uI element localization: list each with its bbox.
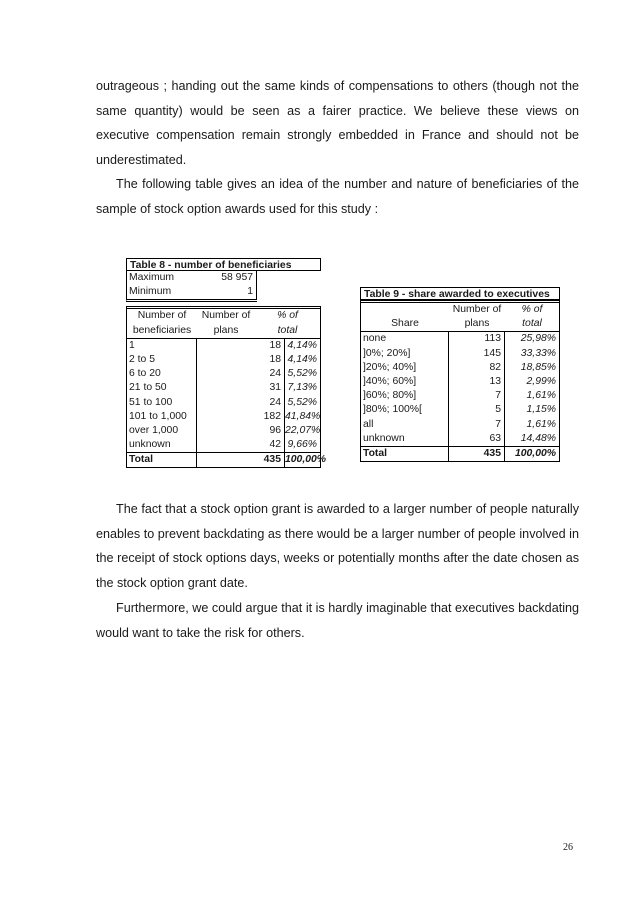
total-label: Total <box>361 447 449 461</box>
row-pct: 2,99% <box>526 375 556 387</box>
paragraph-1: outrageous ; handing out the same kinds of compensations to others (though not the same quantity) would be seen as a fairer practice. We believe these views on executive compensation remain strongly embedded in France and should not be underestimated. <box>96 79 579 167</box>
table-9 <box>360 287 560 462</box>
row-label: 51 to 100 <box>127 396 197 410</box>
row-label: 6 to 20 <box>127 367 197 381</box>
table-row <box>127 438 320 452</box>
table-row <box>361 403 559 417</box>
row-label: 21 to 50 <box>127 381 197 395</box>
table-9-total-row <box>361 446 559 461</box>
table-8-summary-row <box>127 271 257 285</box>
row-pct: 1,15% <box>526 404 556 416</box>
paragraph-3: The fact that a stock option grant is awarded to a larger number of people naturally enables to prevent backdating as there would be a larger number of people involved in the receipt of stock options days, weeks or potentially months after the date chosen as the stock option grant date. <box>96 502 579 590</box>
row-label: ]0%; 20%] <box>361 347 449 361</box>
summary-value: 58 957 <box>197 271 257 285</box>
row-plans: 13 <box>449 375 505 389</box>
table-8-summary-row <box>127 285 257 299</box>
total-label: Total <box>127 453 197 467</box>
table-row <box>361 375 559 389</box>
row-pct: 25,98% <box>520 333 556 345</box>
table-row <box>127 367 320 381</box>
row-pct: 4,14% <box>287 353 317 365</box>
row-label: all <box>361 418 449 432</box>
row-plans: 63 <box>449 432 505 446</box>
table-row <box>127 381 320 395</box>
header-pct-2: total <box>522 318 542 330</box>
table-8-title: Table 8 - number of beneficiaries <box>126 258 321 271</box>
total-pct: 100,00% <box>514 447 556 459</box>
row-pct: 5,52% <box>287 368 317 380</box>
row-label: 2 to 5 <box>127 353 197 367</box>
row-plans: 96 <box>197 424 285 438</box>
row-plans: 42 <box>197 438 285 452</box>
table-row <box>127 424 320 438</box>
table-row <box>361 347 559 361</box>
header-share: Share <box>391 318 419 330</box>
row-plans: 31 <box>197 381 285 395</box>
row-plans: 182 <box>197 410 285 424</box>
row-pct: 22,07% <box>285 424 321 436</box>
row-plans: 5 <box>449 403 505 417</box>
summary-label: Maximum <box>129 272 175 283</box>
header-beneficiaries-2: beneficiaries <box>132 324 192 336</box>
row-plans: 7 <box>449 418 505 432</box>
row-plans: 113 <box>449 332 505 346</box>
header-plans: Number of <box>201 310 251 322</box>
header-pct: % of <box>277 310 298 322</box>
table-9-title: Table 9 - share awarded to executives <box>360 287 560 300</box>
table-8-header <box>127 306 320 338</box>
table-row <box>361 389 559 403</box>
table-8-body <box>127 339 320 453</box>
table-9-header <box>361 300 559 332</box>
row-label: 101 to 1,000 <box>127 410 197 424</box>
summary-value: 1 <box>197 285 257 299</box>
row-plans: 7 <box>449 389 505 403</box>
row-pct: 5,52% <box>287 396 317 408</box>
table-row <box>127 396 320 410</box>
total-pct: 100,00% <box>285 454 327 466</box>
paragraph-4: Furthermore, we could argue that it is hardly imaginable that executives backdating would want to take the risk for others. <box>96 601 579 640</box>
table-row <box>361 432 559 446</box>
header-plans-2: plans <box>464 318 490 330</box>
header-beneficiaries: Number of <box>137 310 187 322</box>
row-pct: 4,14% <box>287 339 317 351</box>
row-plans: 82 <box>449 361 505 375</box>
header-pct: % of <box>521 304 543 315</box>
table-row <box>361 332 559 346</box>
summary-label: Minimum <box>129 286 172 298</box>
row-plans: 24 <box>197 367 285 381</box>
row-label: ]60%; 80%] <box>361 389 449 403</box>
row-plans: 24 <box>197 396 285 410</box>
table-row <box>361 361 559 375</box>
table-row <box>127 339 320 353</box>
table-9-body <box>361 332 559 446</box>
header-pct-2: total <box>277 324 298 336</box>
row-label: unknown <box>127 438 197 452</box>
row-plans: 18 <box>197 353 285 367</box>
table-row <box>127 353 320 367</box>
row-pct: 9,66% <box>287 439 317 451</box>
total-plans: 435 <box>197 453 285 467</box>
table-row <box>361 418 559 432</box>
header-plans-2: plans <box>213 324 239 336</box>
row-label: ]80%; 100%[ <box>361 403 449 417</box>
row-pct: 7,13% <box>287 382 317 394</box>
row-pct: 18,85% <box>520 361 556 373</box>
row-pct: 41,84% <box>285 410 321 422</box>
page-number: 26 <box>563 842 573 853</box>
row-label: over 1,000 <box>127 424 197 438</box>
row-plans: 145 <box>449 347 505 361</box>
row-label: 1 <box>127 339 197 353</box>
row-plans: 18 <box>197 339 285 353</box>
row-pct: 1,61% <box>526 418 556 430</box>
header-plans: Number of <box>452 304 502 315</box>
table-8-total-row <box>127 452 327 467</box>
row-label: none <box>361 332 449 346</box>
total-plans: 435 <box>449 447 505 461</box>
row-label: ]20%; 40%] <box>361 361 449 375</box>
row-label: unknown <box>361 432 449 446</box>
table-8 <box>126 258 327 468</box>
row-pct: 1,61% <box>526 390 556 402</box>
table-row <box>127 410 320 424</box>
row-pct: 33,33% <box>520 347 556 359</box>
row-pct: 14,48% <box>520 432 556 444</box>
row-label: ]40%; 60%] <box>361 375 449 389</box>
paragraph-2: The following table gives an idea of the number and nature of beneficiaries of the sample of stock option awards used for this study : <box>96 177 579 216</box>
